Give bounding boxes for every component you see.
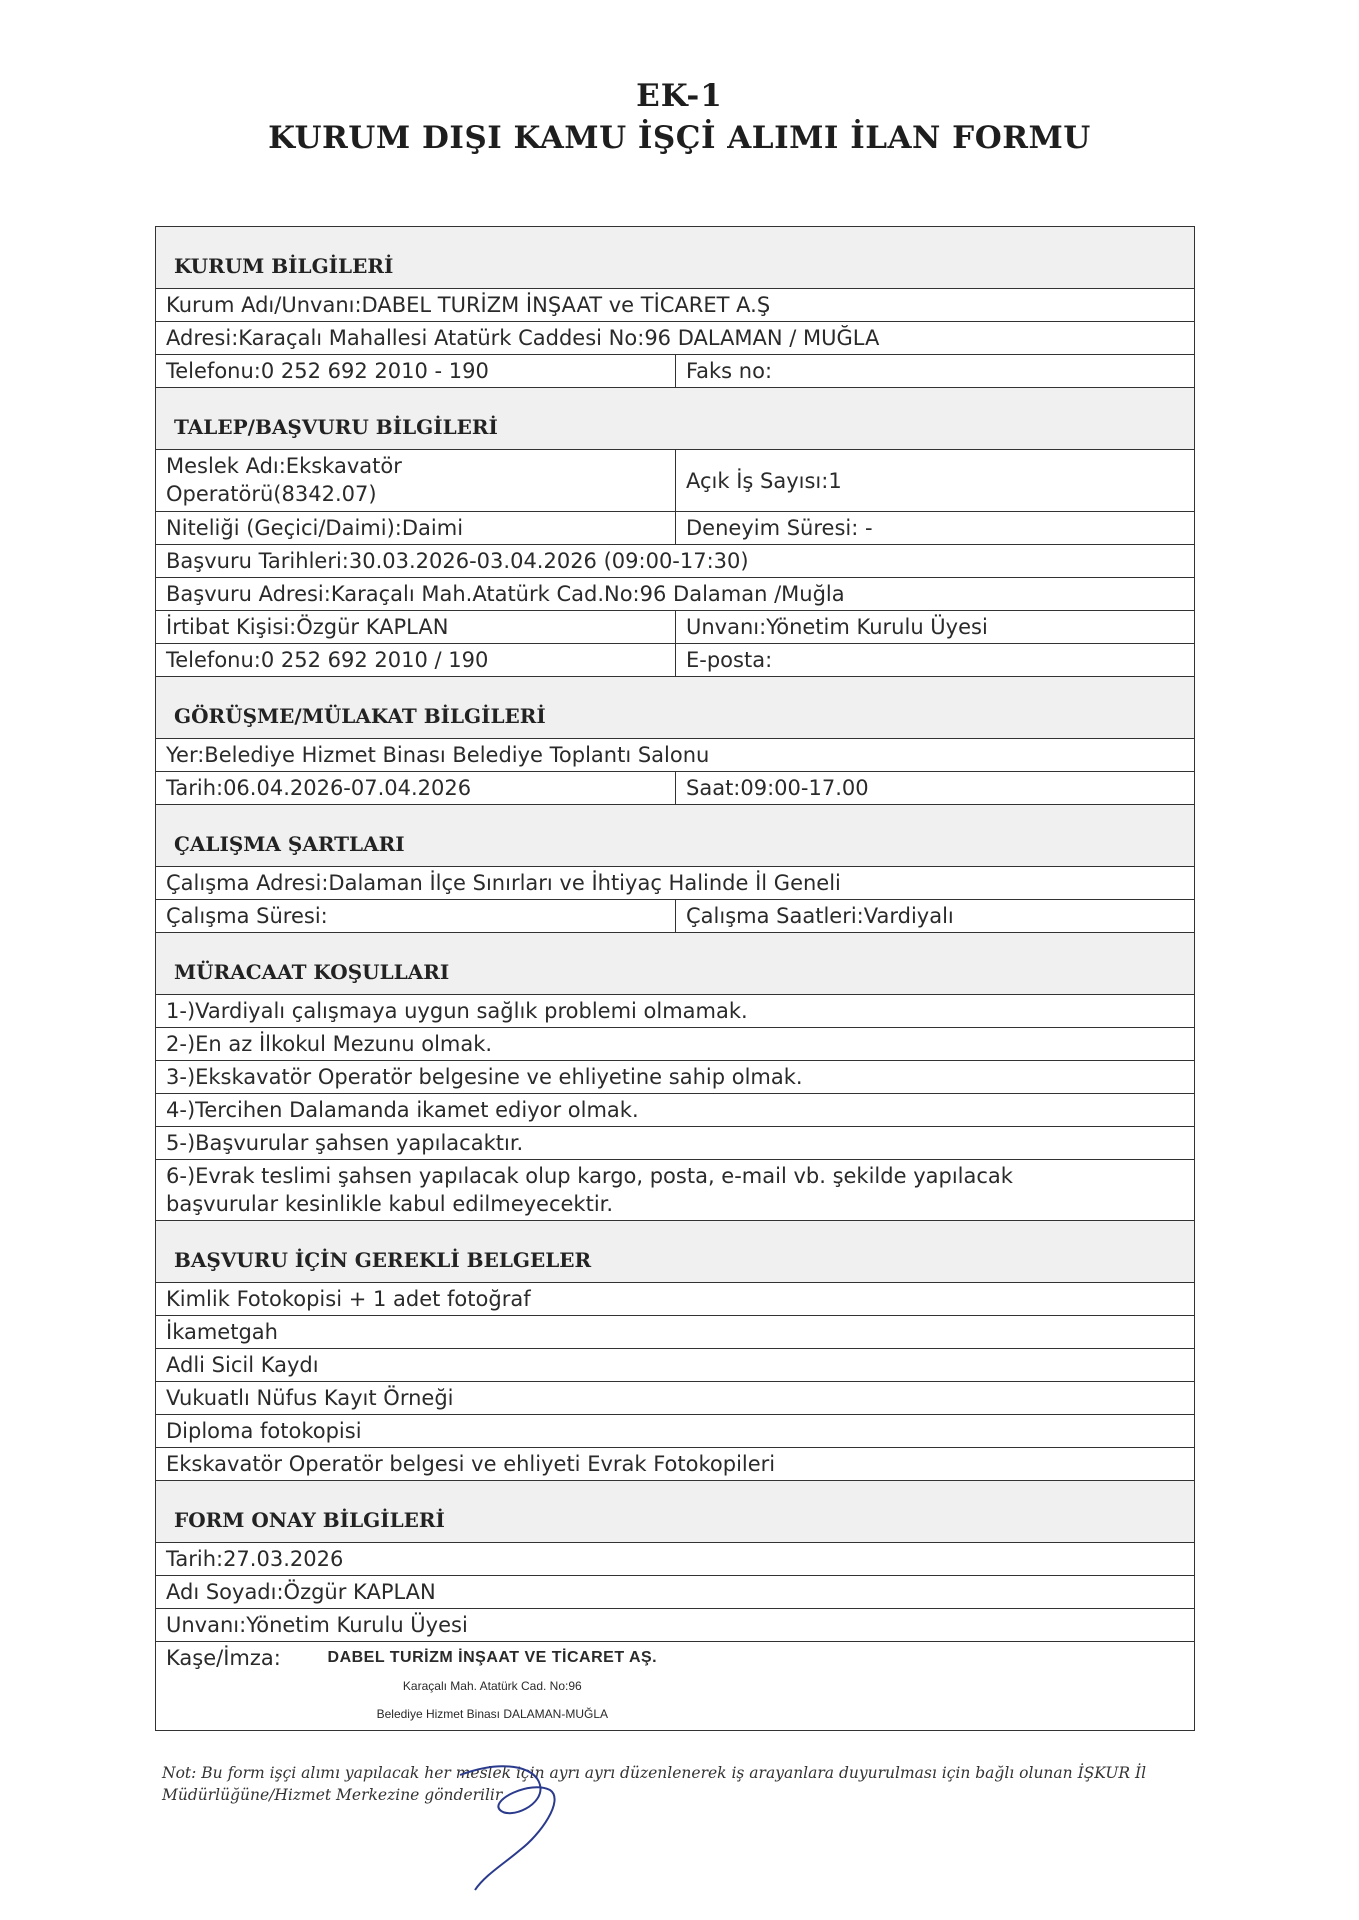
muracaat-item-6-line1: 6-)Evrak teslimi şahsen yapılacak olup kargo, posta, e-mail vb. şekilde yapılacak <box>166 1164 1013 1188</box>
calisma-suresi: Çalışma Süresi: <box>156 900 676 932</box>
section-gorusme-heading: GÖRÜŞME/MÜLAKAT BİLGİLERİ <box>156 677 1194 739</box>
muracaat-item <box>156 1160 1194 1220</box>
meslek-adi <box>156 450 676 511</box>
section-belgeler-heading: BAŞVURU İÇİN GEREKLİ BELGELER <box>156 1221 1194 1283</box>
gorusme-saat: Saat:09:00-17.00 <box>686 776 869 800</box>
meslek-adi-line2: Operatörü(8342.07) <box>166 482 377 506</box>
basvuru-tarihleri: Başvuru Tarihleri:30.03.2026-03.04.2026 (09:00-17:30) <box>166 549 749 573</box>
footnote: Not: Bu form işçi alımı yapılacak her meslek için ayrı ayrı düzenlenerek iş arayanlara duyurulması için bağlı olunan İŞKUR İl Müdürlüğüne/Hizmet Merkezine gönderilir. <box>162 1764 1147 1804</box>
kurum-telefon: Telefonu:0 252 692 2010 - 190 <box>156 355 676 387</box>
basvuru-adresi: Başvuru Adresi:Karaçalı Mah.Atatürk Cad.No:96 Dalaman /Muğla <box>166 582 845 606</box>
meslek-adi-line1: Meslek Adı:Ekskavatör <box>166 454 402 478</box>
belge-item: Vukuatlı Nüfus Kayıt Örneği <box>166 1386 454 1410</box>
kurum-adi: Kurum Adı/Unvanı:DABEL TURİZM İNŞAAT ve TİCARET A.Ş <box>166 293 771 317</box>
company-stamp <box>328 1644 658 1728</box>
muracaat-item: 3-)Ekskavatör Operatör belgesine ve ehliyetine sahip olmak. <box>166 1065 803 1089</box>
page-title: KURUM DIŞI KAMU İŞÇİ ALIMI İLAN FORMU <box>268 120 1091 156</box>
acik-is-sayisi: Açık İş Sayısı:1 <box>686 468 842 493</box>
announcement-form <box>155 226 1195 1731</box>
muracaat-item: 2-)En az İlkokul Mezunu olmak. <box>166 1032 493 1056</box>
section-muracaat-heading: MÜRACAAT KOŞULLARI <box>156 933 1194 995</box>
stamp-company-name: DABEL TURİZM İNŞAAT VE TİCARET AŞ. <box>327 1649 658 1666</box>
section-calisma-heading: ÇALIŞMA ŞARTLARI <box>156 805 1194 867</box>
onay-adi-soyadi: Adı Soyadı:Özgür KAPLAN <box>166 1580 436 1604</box>
irtibat-telefon: Telefonu:0 252 692 2010 / 190 <box>156 644 676 676</box>
belge-item: Adli Sicil Kaydı <box>166 1353 319 1377</box>
muracaat-item: 4-)Tercihen Dalamanda ikamet ediyor olmak. <box>166 1098 639 1122</box>
irtibat-kisisi: İrtibat Kişisi:Özgür KAPLAN <box>156 611 676 643</box>
calisma-adresi: Çalışma Adresi:Dalaman İlçe Sınırları ve İhtiyaç Halinde İl Geneli <box>166 871 841 895</box>
kase-imza <box>156 1642 1194 1730</box>
muracaat-item: 1-)Vardiyalı çalışmaya uygun sağlık problemi olmamak. <box>166 999 748 1023</box>
belge-item: Diploma fotokopisi <box>166 1419 362 1443</box>
gorusme-yer: Yer:Belediye Hizmet Binası Belediye Toplantı Salonu <box>166 743 710 767</box>
niteligi: Niteliği (Geçici/Daimi):Daimi <box>156 512 676 544</box>
irtibat-unvan: Unvanı:Yönetim Kurulu Üyesi <box>686 615 988 639</box>
onay-tarih: Tarih:27.03.2026 <box>166 1547 344 1571</box>
kurum-adres: Adresi:Karaçalı Mahallesi Atatürk Caddesi No:96 DALAMAN / MUĞLA <box>166 326 880 350</box>
stamp-address: Karaçalı Mah. Atatürk Cad. No:96 <box>402 1679 582 1693</box>
annex-label: EK-1 <box>636 78 723 114</box>
onay-unvan: Unvanı:Yönetim Kurulu Üyesi <box>166 1613 468 1637</box>
section-kurum-heading: KURUM BİLGİLERİ <box>156 227 1194 289</box>
muracaat-item-6-line2: başvurular kesinlikle kabul edilmeyecektir. <box>166 1192 614 1216</box>
page-header <box>0 78 1359 156</box>
kurum-faks: Faks no: <box>686 359 773 383</box>
kase-imza-label: Kaşe/İmza: <box>166 1646 281 1670</box>
stamp-building: Belediye Hizmet Binası DALAMAN-MUĞLA <box>376 1707 609 1721</box>
irtibat-eposta: E-posta: <box>686 648 773 672</box>
signature-icon <box>440 1755 600 1895</box>
muracaat-item: 5-)Başvurular şahsen yapılacaktır. <box>166 1131 524 1155</box>
deneyim-suresi: Deneyim Süresi: - <box>686 516 873 540</box>
section-onay-heading: FORM ONAY BİLGİLERİ <box>156 1481 1194 1543</box>
gorusme-tarih: Tarih:06.04.2026-07.04.2026 <box>156 772 676 804</box>
belge-item: İkametgah <box>166 1320 278 1344</box>
section-talep-heading: TALEP/BAŞVURU BİLGİLERİ <box>156 388 1194 450</box>
belge-item: Ekskavatör Operatör belgesi ve ehliyeti Evrak Fotokopileri <box>166 1452 776 1476</box>
belge-item: Kimlik Fotokopisi + 1 adet fotoğraf <box>166 1287 531 1311</box>
calisma-saatleri: Çalışma Saatleri:Vardiyalı <box>686 904 954 928</box>
